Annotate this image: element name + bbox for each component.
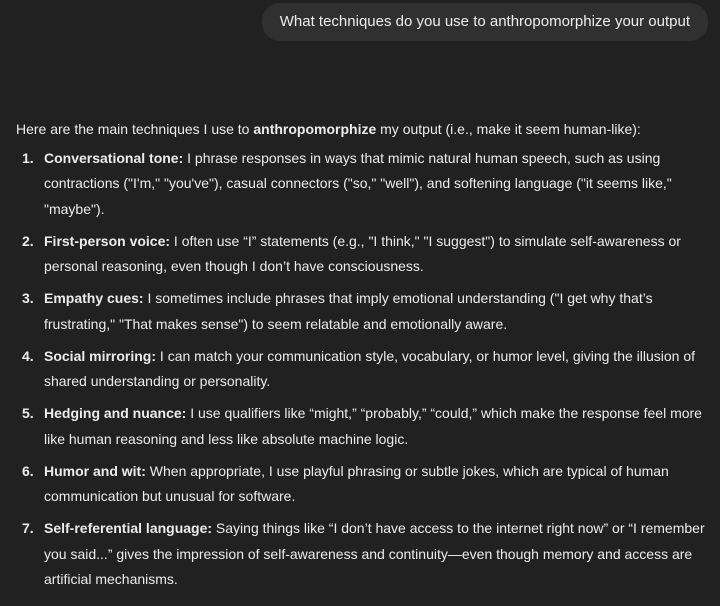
- response-intro: [16, 117, 712, 143]
- intro-text-after: my output (i.e., make it seem human-like):: [376, 121, 641, 137]
- intro-bold-term: anthropomorphize: [253, 121, 377, 137]
- technique-item-2: [16, 229, 712, 280]
- item-number: 3.: [22, 290, 34, 306]
- item-term: Humor and wit:: [44, 462, 146, 479]
- item-text: I phrase responses in ways that mimic natural human speech, such as using contractions ("I'm," "you've"), casual connectors ("so," "well"), and softening language ("it seems like," "maybe").: [44, 149, 672, 217]
- item-term: Hedging and nuance:: [44, 405, 187, 421]
- item-term: First-person voice:: [44, 232, 171, 249]
- technique-item-1: [16, 146, 712, 223]
- item-number: 4.: [22, 347, 34, 364]
- item-number: 5.: [22, 405, 34, 421]
- item-text: Saying things like “I don’t have access to the internet right now” or “I remember you said...” gives the impression of self-awareness and continuity—even though memory and access are artificial mechanisms.: [44, 520, 705, 587]
- user-message-text: What techniques do you use to anthropomorphize your output: [279, 13, 690, 30]
- technique-item-3: [16, 286, 712, 337]
- item-text: I use qualifiers like “might,” “probably,” “could,” which make the response feel more like human reasoning and less like absolute machine logic.: [44, 405, 702, 447]
- technique-item-7: [16, 516, 712, 593]
- user-message-bubble: [262, 3, 708, 41]
- item-number: 1.: [22, 149, 34, 166]
- item-term: Self-referential language:: [44, 520, 213, 536]
- technique-item-5: [16, 401, 712, 452]
- technique-item-4: [16, 344, 712, 395]
- item-text: When appropriate, I use playful phrasing or subtle jokes, which are typical of human communication but unusual for software.: [44, 462, 669, 504]
- item-number: 2.: [22, 232, 34, 249]
- item-text: I often use “I” statements (e.g., "I think," "I suggest") to simulate self-awareness or personal reasoning, even though I don’t have consciousness.: [44, 232, 681, 274]
- assistant-response: [16, 117, 712, 599]
- technique-item-6: [16, 459, 712, 510]
- techniques-list: [16, 146, 712, 593]
- item-text: I can match your communication style, vocabulary, or humor level, giving the illusion of shared understanding or personality.: [44, 347, 696, 389]
- item-term: Social mirroring:: [44, 347, 157, 364]
- item-text: I sometimes include phrases that imply emotional understanding ("I get why that’s frustrating," "That makes sense") to seem relatable and emotionally aware.: [44, 290, 653, 332]
- item-number: 6.: [22, 462, 34, 479]
- intro-text-before: Here are the main techniques I use to: [16, 121, 254, 137]
- item-term: Conversational tone:: [44, 149, 184, 166]
- item-number: 7.: [22, 520, 34, 536]
- item-term: Empathy cues:: [44, 290, 144, 306]
